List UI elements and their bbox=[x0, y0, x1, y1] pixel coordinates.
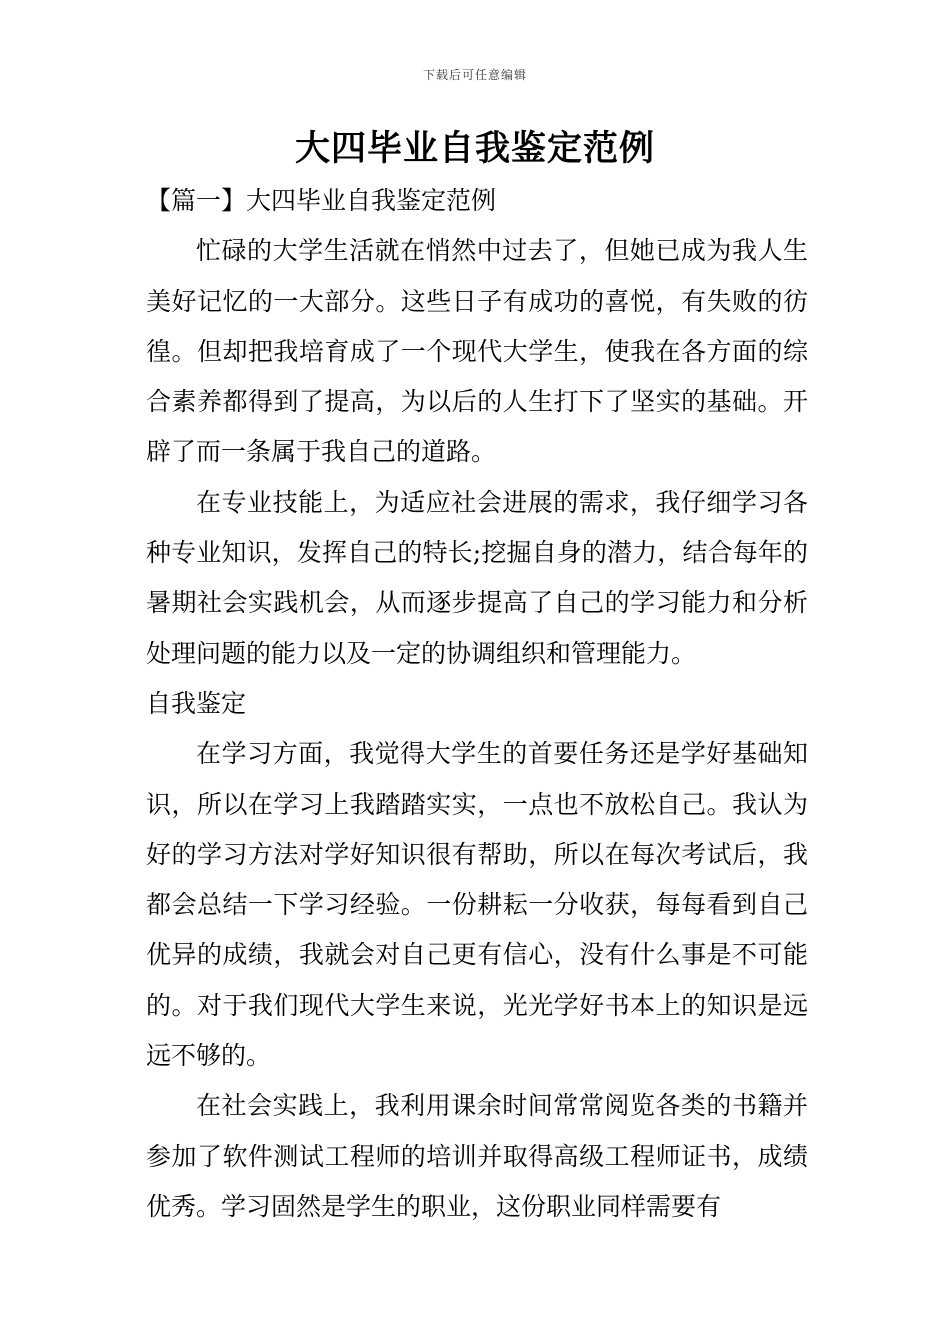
document-body bbox=[146, 176, 808, 1232]
header-note: 下载后可任意编辑 bbox=[422, 68, 527, 82]
document-title: 大四毕业自我鉴定范例 bbox=[294, 128, 655, 169]
paragraph-4: 在社会实践上，我利用课余时间常常阅览各类的书籍并参加了软件测试工程师的培训并取得高级工程师证书，成绩优秀。学习固然是学生的职业，这份职业同样需要有 bbox=[146, 1091, 808, 1221]
paragraph-3: 在学习方面，我觉得大学生的首要任务还是学好基础知识，所以在学习上我踏踏实实，一点也不放松自己。我认为好的学习方法对学好知识很有帮助，所以在每次考试后，我都会总结一下学习经验。一份耕耘一分收获，每每看到自己优异的成绩，我就会对自己更有信心，没有什么事是不可能的。对于我们现代大学生来说，光光学好书本上的知识是远远不够的。 bbox=[146, 739, 808, 1071]
section-heading: 【篇一】大四毕业自我鉴定范例 bbox=[146, 186, 497, 215]
paragraph-1: 忙碌的大学生活就在悄然中过去了，但她已成为我人生美好记忆的一大部分。这些日子有成功的喜悦，有失败的彷徨。但却把我培育成了一个现代大学生，使我在各方面的综合素养都得到了提高，为以后的人生打下了坚实的基础。开辟了而一条属于我自己的道路。 bbox=[146, 236, 808, 467]
inline-label: 自我鉴定 bbox=[146, 688, 247, 718]
paragraph-2: 在专业技能上，为适应社会进展的需求，我仔细学习各种专业知识，发挥自己的特长;挖掘自身的潜力，结合每年的暑期社会实践机会，从而逐步提高了自己的学习能力和分析处理问题的能力以及一定的协调组织和管理能力。 bbox=[146, 487, 808, 668]
